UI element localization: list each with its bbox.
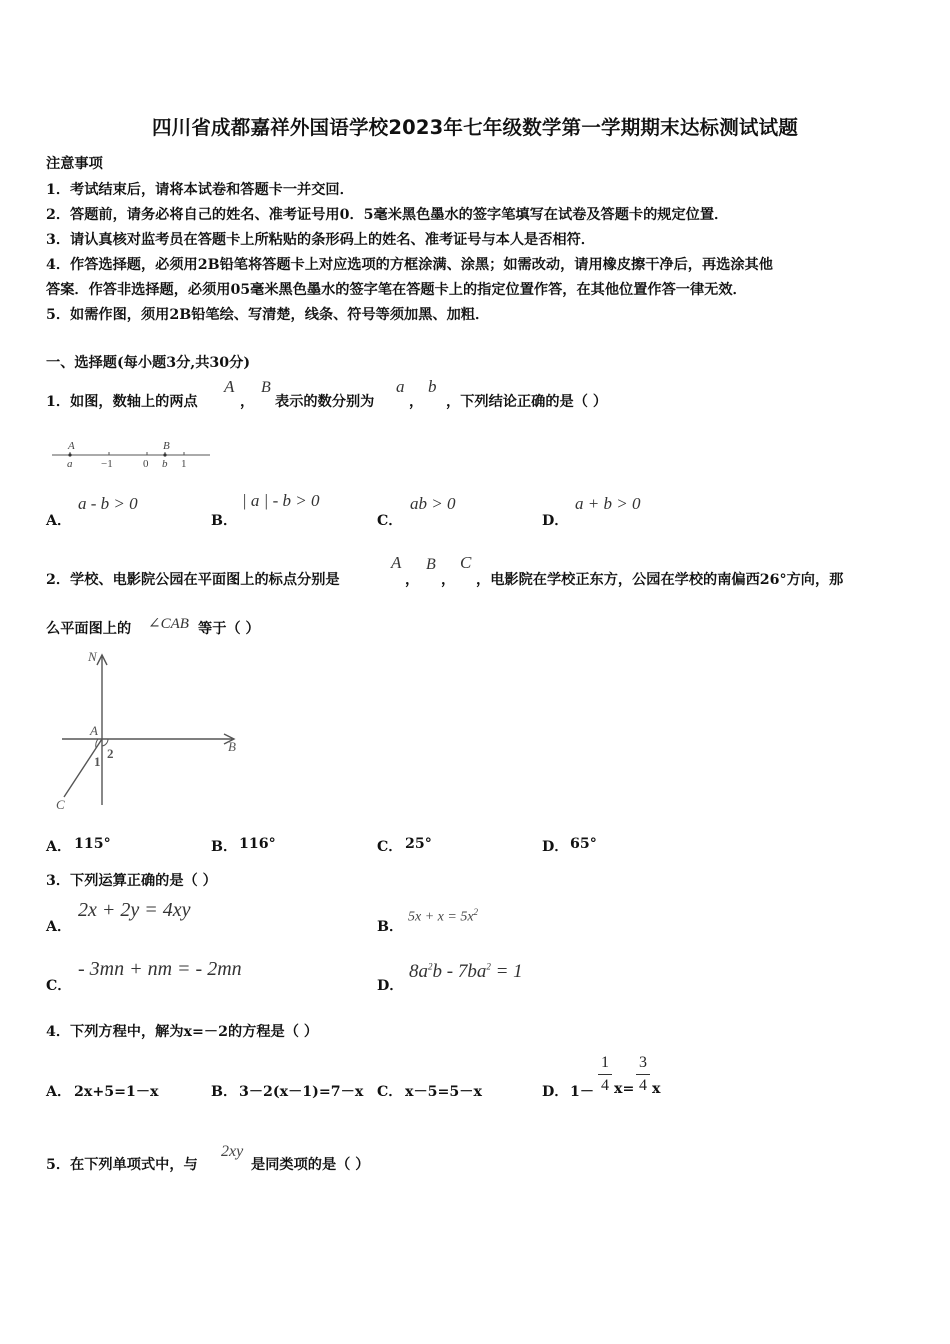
expr-part: = 1 bbox=[490, 961, 523, 982]
q3-option-b-expr bbox=[408, 907, 478, 926]
direction-figure bbox=[52, 645, 252, 815]
q1-option-b-expr: | a | - b > 0 bbox=[242, 491, 320, 510]
q1-text: 表示的数分别为 bbox=[275, 394, 375, 410]
q3-option-d-expr bbox=[409, 961, 523, 983]
option-letter: D． bbox=[542, 513, 569, 529]
q3-option-a-expr: 2x + 2y = 4xy bbox=[78, 899, 191, 921]
q2-option-b: 116° bbox=[239, 836, 276, 852]
option-letter: B． bbox=[377, 919, 404, 935]
q4-option-a: 2x+5=1－x bbox=[74, 1084, 159, 1100]
q2-text: ，电影院在学校正东方，公园在学校的南偏西26°方向，那 bbox=[476, 572, 844, 588]
q1-comma: ， bbox=[240, 394, 255, 410]
q2-text: 等于（ ） bbox=[198, 621, 260, 637]
fig-label-b-lower: b bbox=[162, 458, 168, 470]
fig-label-b-upper: B bbox=[163, 440, 170, 452]
q4-option-d-pre: 1－ bbox=[570, 1084, 595, 1100]
option-letter: A． bbox=[46, 839, 72, 855]
fig-label-a: A bbox=[90, 723, 98, 738]
q2-comma: ， bbox=[405, 572, 420, 588]
fraction-bar bbox=[636, 1074, 650, 1075]
point-b-dot bbox=[163, 453, 166, 456]
option-letter: C． bbox=[46, 978, 72, 994]
notice-item: 5．如需作图，须用2B铅笔绘、写清楚，线条、符号等须加黑、加粗． bbox=[46, 307, 490, 323]
fraction-numerator: 3 bbox=[639, 1054, 647, 1071]
expr-base: 5x + x = 5x bbox=[408, 909, 474, 925]
q2-option-a: 115° bbox=[74, 836, 111, 852]
option-letter: B． bbox=[211, 839, 238, 855]
fig-label-b: B bbox=[228, 739, 236, 754]
notice-item: 3．请认真核对监考员在答题卡上所粘贴的条形码上的姓名、准考证号与本人是否相符． bbox=[46, 232, 595, 248]
q4-option-d-mid: x= bbox=[614, 1081, 635, 1097]
q1-text: ，下列结论正确的是（ ） bbox=[446, 394, 608, 410]
notice-item: 答案．作答非选择题，必须用05毫米黑色墨水的签字笔在答题卡上的指定位置作答，在其他位置作答一律无效． bbox=[46, 282, 747, 298]
q4-option-c: x－5=5－x bbox=[405, 1084, 482, 1100]
fig-label-n: N bbox=[88, 649, 97, 664]
q2-angle-expr: ∠CAB bbox=[148, 616, 189, 632]
fraction-denominator: 4 bbox=[601, 1077, 609, 1094]
q1-option-c-expr: ab > 0 bbox=[410, 494, 456, 513]
option-letter: A． bbox=[46, 513, 72, 529]
fraction-denominator: 4 bbox=[639, 1077, 647, 1094]
fig-tick-one: 1 bbox=[181, 458, 187, 470]
angle-2-arc bbox=[102, 739, 108, 746]
q2-point-a: A bbox=[391, 553, 402, 572]
section-heading: 一、选择题(每小题3分,共30分) bbox=[46, 355, 251, 371]
option-letter: D． bbox=[542, 839, 569, 855]
number-line-figure bbox=[46, 434, 216, 474]
fig-label-a-lower: a bbox=[67, 458, 73, 470]
notice-item: 2．答题前，请务必将自己的姓名、准考证号用0．5毫米黑色墨水的签字笔填写在试卷及答题卡的规定位置． bbox=[46, 207, 729, 223]
q2-comma: ， bbox=[441, 572, 456, 588]
q2-point-c: C bbox=[460, 553, 472, 572]
option-letter: C． bbox=[377, 513, 403, 529]
fig-label-angle-2: 2 bbox=[107, 746, 114, 761]
option-letter: B． bbox=[211, 1084, 238, 1100]
fraction-bar bbox=[598, 1074, 612, 1075]
fig-label-angle-1: 1 bbox=[94, 754, 101, 769]
q2-option-d: 65° bbox=[570, 836, 597, 852]
q2-text: 2．学校、电影院公园在平面图上的标点分别是 bbox=[46, 572, 340, 588]
expr-part: b - 7ba bbox=[432, 961, 487, 982]
fig-label-c: C bbox=[56, 797, 65, 812]
option-letter: A． bbox=[46, 1084, 72, 1100]
q4-option-b: 3－2(x－1)=7－x bbox=[239, 1084, 364, 1100]
fig-label-a-upper: A bbox=[68, 440, 75, 452]
q4-option-d-post: x bbox=[652, 1081, 661, 1097]
expr-exponent: 2 bbox=[473, 907, 479, 917]
fraction-three-quarters bbox=[636, 1054, 650, 1095]
fig-tick-zero: 0 bbox=[143, 458, 149, 470]
q1-point-a: A bbox=[224, 377, 235, 396]
fraction-one-quarter bbox=[598, 1054, 612, 1095]
q3-option-c-expr: - 3mn + nm = - 2mn bbox=[78, 958, 242, 980]
q1-option-d-expr: a + b > 0 bbox=[575, 494, 641, 513]
notice-heading: 注意事项 bbox=[46, 156, 103, 172]
q2-option-c: 25° bbox=[405, 836, 432, 852]
option-letter: B． bbox=[211, 513, 238, 529]
notice-item: 4．作答选择题，必须用2B铅笔将答题卡上对应选项的方框涂满、涂黑；如需改动，请用橡皮擦干净后，再选涂其他 bbox=[46, 257, 773, 273]
q3-stem: 3．下列运算正确的是（ ） bbox=[46, 873, 217, 889]
q2-point-b: B bbox=[426, 556, 436, 573]
q1-text: 1．如图，数轴上的两点 bbox=[46, 394, 198, 410]
expr-exponent: 2 bbox=[428, 961, 433, 972]
expr-part: 8a bbox=[409, 961, 428, 982]
option-letter: D． bbox=[377, 978, 404, 994]
q5-expr: 2xy bbox=[221, 1143, 244, 1160]
q5-text: 5．在下列单项式中，与 bbox=[46, 1157, 198, 1173]
q4-stem: 4．下列方程中，解为x=－2的方程是（ ） bbox=[46, 1024, 319, 1040]
q1-point-b: B bbox=[261, 379, 271, 396]
option-letter: C． bbox=[377, 1084, 403, 1100]
point-a-dot bbox=[68, 453, 71, 456]
fraction-numerator: 1 bbox=[601, 1054, 609, 1071]
option-letter: A． bbox=[46, 919, 72, 935]
q1-option-a-expr: a - b > 0 bbox=[78, 494, 138, 513]
q1-var-a: a bbox=[396, 377, 405, 396]
option-letter: D． bbox=[542, 1084, 569, 1100]
expr-exponent: 2 bbox=[486, 961, 491, 972]
page-title: 四川省成都嘉祥外国语学校2023年七年级数学第一学期期末达标测试试题 bbox=[151, 116, 799, 139]
q2-text: 么平面图上的 bbox=[46, 621, 132, 637]
fig-tick-minus-one: −1 bbox=[101, 458, 113, 470]
notice-item: 1．考试结束后，请将本试卷和答题卡一并交回． bbox=[46, 182, 354, 198]
q1-comma: ， bbox=[409, 394, 424, 410]
q5-text: 是同类项的是（ ） bbox=[251, 1157, 370, 1173]
option-letter: C． bbox=[377, 839, 403, 855]
q1-var-b: b bbox=[428, 377, 437, 396]
